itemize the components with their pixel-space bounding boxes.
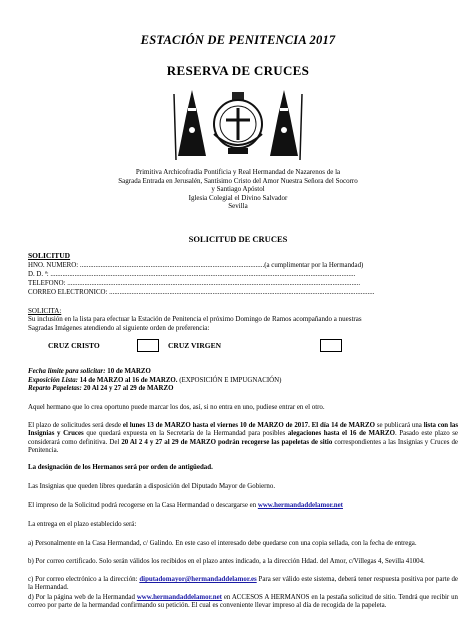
cruz-cristo-checkbox[interactable]: [137, 339, 159, 352]
distribution-line: Reparto Papeletas: 20 Al 24 y 27 al 29 de MARZO: [28, 385, 174, 392]
deadline-line: Fecha límite para solicitar: 10 de MARZO: [28, 368, 151, 375]
delivery-option-b: b) Por correo certificado. Solo serán válidos los recibidos en el plazo antes indicado, a la dirección Hdad. del Amor, c/Villegas 4, Sevilla 41004.: [28, 558, 425, 565]
page-title: RESERVA DE CRUCES: [166, 63, 310, 78]
delivery-option-d: d) Por la página web de la Hermandad www.hermandaddelamor.net en ACCESOS A HERMANOS en la pestaña solicitud de sitio. Tendrá que recibir un correo por parte de la hermandad confirmando su petición. El cual es conveniente llevar impreso al día de recogida de la papeleta.: [28, 594, 458, 610]
paragraph-delivery-intro: La entrega en el plazo establecido será:: [28, 521, 137, 528]
cruz-virgen-checkbox[interactable]: [320, 339, 342, 352]
option-cruz-virgen-label: CRUZ VIRGEN: [168, 341, 221, 350]
section-heading-solicitud: SOLICITUD: [28, 251, 71, 260]
phone-field[interactable]: TELÉFONO: ..........................................................................................................................................................................: [28, 280, 361, 287]
member-number-field[interactable]: HNO. NÚMERO: ...........................................................................................................(a cumplimentar por la Hermandad): [28, 262, 364, 269]
nazareno-left-icon: [174, 90, 206, 160]
shield-icon: [214, 92, 262, 154]
delivery-option-a: a) Personalmente en la Casa Hermandad, c/ Galindo. En este caso el interesado debe quedarse con una copia sellada, con la fecha de entrega.: [28, 540, 417, 547]
paragraph-seniority: La designación de los Hermanos será por orden de antigüedad.: [28, 464, 213, 471]
delivery-option-c: c) Por correo electrónico a la dirección: diputadomayor@hermandaddelamor.es Para ser válido este sistema, deberá tener respuesta positiva por parte de la Hermandad.: [28, 576, 458, 592]
paragraph-deadlines: El plazo de solicitudes será desde el lunes 13 de MARZO hasta el viernes 10 de MARZO de 2017. El día 14 de MARZO se publicará una lista con las Insignias y Cruces que quedará expuesta en la Secretaría de la Hermandad para posibles alegaciones hasta el 16 de MARZO. Pasado este plazo se considerará como definitiva. Del 20 Al 2 4 y 27 al 29 de MARZO podrán recogerse las papeletas de sitio correspondientes a las Insignias y Cruces de Penitencia.: [28, 422, 459, 455]
email-field[interactable]: CORREO ELECTRÓNICO: ..........................................................................................................................................................: [28, 289, 375, 296]
website-link-2[interactable]: www.hermandaddelamor.net: [136, 594, 222, 601]
form-title: SOLICITUD DE CRUCES: [188, 234, 288, 244]
paragraph-both-options: Aquel hermano que lo crea oportuno puede marcar los dos, así, si no entra en uno, pudiese entrar en el otro.: [28, 404, 325, 411]
name-field[interactable]: D. D. ª: .................................................................................................................................................................................: [28, 271, 356, 278]
solicita-text: Su inclusión en la lista para efectuar la Estación de Penitencia el próximo Domingo de Ramos acompañando a nuestras Sagradas Imágenes atendiendo al siguiente orden de preferencia:: [28, 315, 362, 332]
key-dates: [28, 368, 458, 394]
brotherhood-crest-icon: [170, 86, 306, 162]
option-cruz-cristo-label: CRUZ CRISTO: [48, 341, 100, 350]
nazareno-right-icon: [270, 90, 302, 160]
list-exposure-line: Exposición Lista: 14 de MARZO al 16 de MARZO. (EXPOSICIÓN E IMPUGNACIÓN): [28, 376, 282, 384]
website-link[interactable]: www.hermandaddelamor.net: [257, 502, 343, 509]
paragraph-free-insignias: Las Insignias que queden libres quedarán a disposición del Diputado Mayor de Gobierno.: [28, 483, 276, 490]
paragraph-download: El impreso de la Solicitud podrá recogerse en la Casa Hermandad o descargarse en www.hermandaddelamor.net: [28, 502, 343, 509]
event-title: ESTACIÓN DE PENITENCIA 2017: [140, 33, 336, 47]
email-link[interactable]: diputadomayor@hermandaddelamor.es: [139, 576, 257, 583]
section-heading-solicita: SOLICITA:: [28, 307, 62, 315]
organization-name: Primitiva Archicofradía Pontificia y Real Hermandad de Nazarenos de la Sagrada Entrada en Jerusalén, Santísimo Cristo del Amor Nuestra Señora del Socorro y Santiago Apóstol Iglesia Colegial el Divino Salvador Sevilla: [118, 168, 358, 211]
